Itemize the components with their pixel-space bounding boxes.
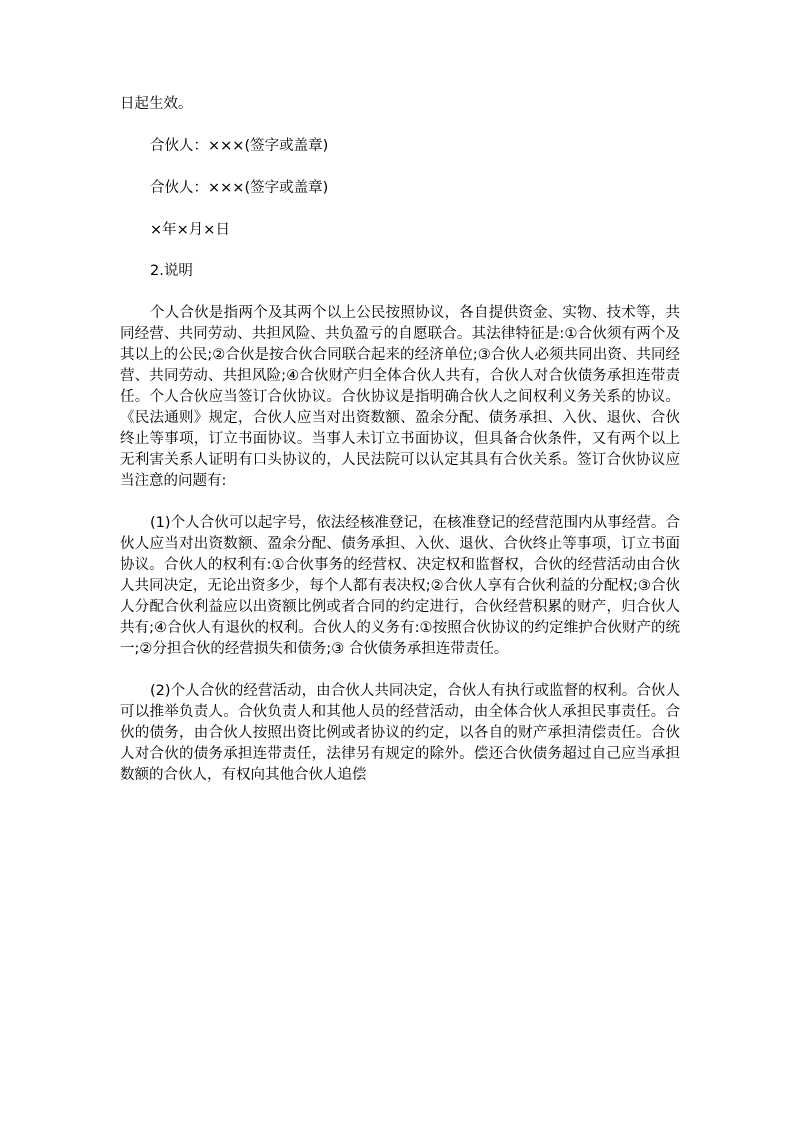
signing-date-line: ×年×月×日 — [150, 222, 230, 238]
section-heading: 2.说明 — [150, 263, 193, 279]
document-body — [120, 94, 680, 786]
explanation-paragraph: 个人合伙是指两个及其两个以上公民按照协议，各自提供资金、实物、技术等，共同经营、共同劳动、共担风险、共负盈亏的自愿联合。其法律特征是:①合伙须有两个及其以上的公民;②合伙是按合伙合同联合起来的经济单位;③合伙人必须共同出资、共同经营、共同劳动、共担风险;④合伙财产归全体合伙人共有，合伙人对合伙债务承担连带责任。个人合伙应当签订合伙协议。合伙协议是指明确合伙人之间权利义务关系的协议。《民法通则》规定，合伙人应当对出资数额、盈余分配、债务承担、入伙、退伙、合伙终止等事项，订立书面协议。当事人未订立书面协议，但具备合伙条件，又有两个以上无利害关系人证明有口头协议的，人民法院可以认定其具有合伙关系。签订合伙协议应当注意的问题有: — [120, 305, 680, 489]
partner-signature-line-2: 合伙人：×××(签字或盖章) — [150, 180, 329, 196]
partner-signature-line-1: 合伙人：×××(签字或盖章) — [150, 138, 329, 154]
note-paragraph-1: (1)个人合伙可以起字号，依法经核准登记，在核准登记的经营范围内从事经营。合伙人应当对出资数额、盈余分配、债务承担、入伙、退伙、合伙终止等事项，订立书面协议。合伙人的权利有:①合伙事务的经营权、决定权和监督权，合伙的经营活动由合伙人共同决定，无论出资多少，每个人都有表决权;②合伙人享有合伙利益的分配权;③合伙人分配合伙利益应以出资额比例或者合同的约定进行，合伙经营积累的财产，归合伙人共有;④合伙人有退伙的权利。合伙人的义务有:①按照合伙协议的约定维护合伙财产的统一;②分担合伙的经营损失和债务;③ 合伙债务承担连带责任。 — [120, 515, 680, 657]
note-paragraph-2: (2)个人合伙的经营活动，由合伙人共同决定，合伙人有执行或监督的权利。合伙人可以推举负责人。合伙负责人和其他人员的经营活动，由全体合伙人承担民事责任。合伙的债务，由合伙人按照出资比例或者协议的约定，以各自的财产承担清偿责任。合伙人对合伙的债务承担连带责任，法律另有规定的除外。偿还合伙债务超过自己应当承担数额的合伙人，有权向其他合伙人追偿 — [120, 683, 680, 783]
effective-date-tail: 日起生效。 — [120, 96, 193, 112]
